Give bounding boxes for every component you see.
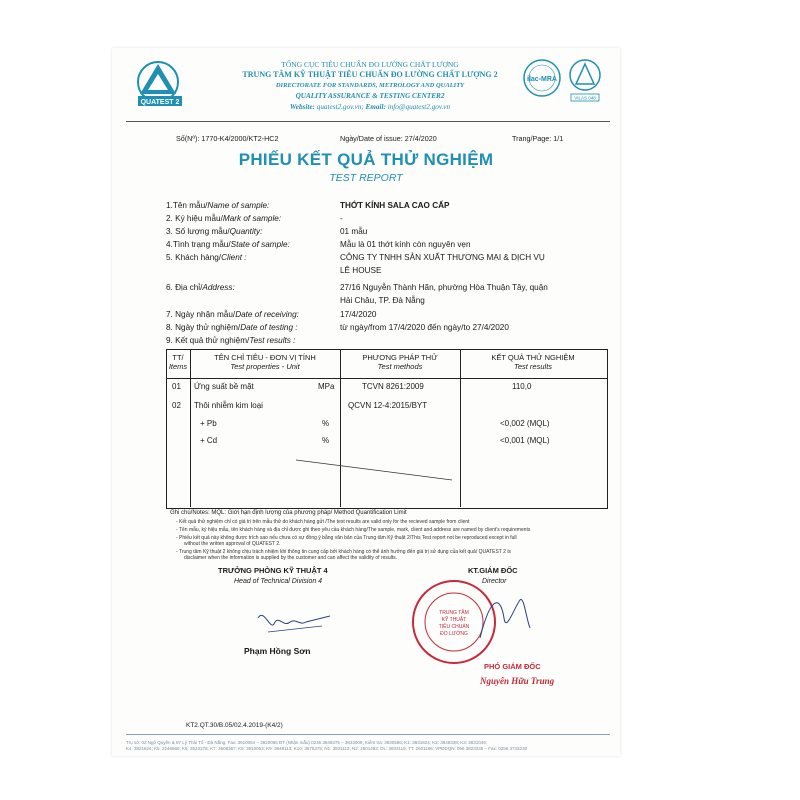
header-center-name: TRUNG TÂM KỸ THUẬT TIÊU CHUẨN ĐO LƯỜNG CHẤT LƯỢNG 2 [242,70,498,79]
left-signature [250,600,340,640]
issue-date: Ngày/Date of issue: 27/4/2020 [340,134,437,143]
row-2-method: QCVN 12-4:2015/BYT [348,401,428,410]
stamp-deputy-name: Nguyễn Hữu Trung [480,676,555,686]
field-address-label: 6. Địa chỉ/Address: [166,283,235,292]
row-3-property: + Pb [200,419,217,428]
field-state-value: Mẫu là 01 thớt kính còn nguyên vẹn [340,240,471,249]
report-title: PHIẾU KẾT QUẢ THỬ NGHIỆM [238,150,494,169]
note-3: - Phiếu kết quả này không được trích sao nếu chưa có sự đồng ý bằng văn bản của Trung tâm Kỹ thuật 2/This Test report not be reproduced except in full [176,535,517,541]
svg-text:ĐO LƯỜNG: ĐO LƯỜNG [440,631,468,637]
row-2-item: 02 [172,401,181,410]
field-client-label: 5. Khách hàng/Client : [166,253,247,262]
field-quantity-label: 3. Số lượng mẫu/Quantity: [166,227,263,236]
right-signer-title: KT.GIÁM ĐỐC [468,566,518,575]
row-1-method: TCVN 8261:2009 [362,382,424,391]
row-4-property: + Cd [200,436,218,445]
notes-header: Ghi chú/Notes: MQL: Giới hạn định lượng của phương pháp/ Method Quantification Limit [170,510,407,516]
field-address-value-2: Hải Châu, TP. Đà Nẵng [340,296,425,305]
field-testing-label: 8. Ngày thử nghiệm/Date of testing : [166,323,298,332]
note-2: - Tên mẫu, ký hiệu mẫu, tên khách hàng và địa chỉ được ghi theo yêu cầu khách hàng/The sample, mark, client and address are named by client's requirements [176,527,531,533]
field-sample-name-label: 1.Tên mẫu/Name of sample: [166,201,270,210]
col-header-result: KẾT QUẢ THỬ NGHIỆM Test results [491,353,575,371]
row-1-item: 01 [172,382,181,391]
field-mark-value: - [340,214,343,223]
field-results-label: 9. Kết quả thử nghiệm/Test results : [166,336,296,345]
field-address-value-1: 27/16 Nguyễn Thành Hãn, phường Hòa Thuận Tây, quận [340,283,548,292]
field-receiving-value: 17/4/2020 [340,310,377,319]
field-quantity-value: 01 mẫu [340,227,368,236]
field-testing-value: từ ngày/from 17/4/2020 đến ngày/to 27/4/2020 [340,323,509,332]
footer-contact: Trụ sở: 02 Ngô Quyền & 97 Lý Thái Tổ - Đà Nẵng. Fax: 3910064 – 3820066 ĐT (Nhận mẫu) 0236 3848375 – 3833009; Kiểm tra: 3830586; K1: 3831824; K2: 3848338; K3: 3831049; K4: 3821624; K5: 2246566; K6: 3523378; K7: 3608367; K8: 3910063; K9: 3848113; K10: 3575375; N1: 3831113; N2: 2601493; DL: 3833119; TT: 2601166; VPĐDQN: 056 3823335 – Fax: 0256 3733230 [126,740,528,751]
left-signer-title-en: Head of Technical Division 4 [234,578,323,585]
left-signer-name: Phạm Hồng Sơn [244,646,311,656]
note-1: - Kết quả thử nghiệm chỉ có giá trị trên mẫu thử do khách hàng gửi /The test results are valid only for the recieved sample from client [176,519,470,525]
right-signature [470,588,540,648]
svg-text:VILAS 048: VILAS 048 [574,95,596,101]
col-header-method: PHƯƠNG PHÁP THỬ Test methods [362,353,438,371]
document-code: KT2.QT.30/B.05/02.4.2019-(K4/2) [186,722,283,729]
field-client-value-1: CÔNG TY TNHH SẢN XUẤT THƯƠNG MẠI & DỊCH VỤ [340,253,545,262]
row-1-property: Ứng suất bề mặt [194,382,254,391]
svg-text:TRUNG TÂM: TRUNG TÂM [439,610,469,616]
svg-text:TIÊU CHUẨN: TIÊU CHUẨN [438,624,470,630]
field-mark-label: 2. Ký hiệu mẫu/Mark of sample: [166,214,282,223]
row-4-unit: % [322,436,330,445]
header-agency: TỔNG CỤC TIÊU CHUẨN ĐO LƯỜNG CHẤT LƯỢNG [281,60,459,69]
left-signer-title: TRƯỞNG PHÒNG KỸ THUẬT 4 [218,566,328,575]
field-client-value-2: LÊ HOUSE [340,266,382,275]
svg-text:ilac-MRA: ilac-MRA [527,76,557,83]
row-2-property: Thôi nhiễm kim loại [194,401,263,410]
header-contact: Website: quatest2.gov.vn; Email: info@quatest2.gov.vn [289,103,451,111]
logo-text: QUATEST 2 [140,99,180,106]
row-1-unit: MPa [318,382,335,391]
row-4-result: <0,001 (MQL) [500,436,550,445]
field-state-label: 4.Tình trạng mẫu/State of sample: [166,240,290,249]
col-header-item: TT/ Items [168,353,188,371]
note-4b: disclaimer when the information is supplied by the customer and can affect the validity of results. [184,555,398,561]
report-number: Số(Nº): 1770-K4/2000/KT2-HC2 [176,134,279,143]
header-center-en: QUALITY ASSURANCE & TESTING CENTER2 [295,92,445,100]
row-3-unit: % [322,419,330,428]
note-3b: without the written approval of QUATEST 2. [184,541,281,547]
svg-text:KỸ THUẬT: KỸ THUẬT [441,617,467,623]
row-1-result: 110,0 [512,382,532,391]
stamp-deputy-title: PHÓ GIÁM ĐỐC [484,662,541,671]
footer-divider [126,734,610,735]
row-3-result: <0,002 (MQL) [500,419,550,428]
col-header-property: TÊN CHỈ TIÊU - ĐƠN VỊ TÍNH Test properties - Unit [214,353,316,371]
right-signer-title-en: Director [482,578,507,585]
field-sample-name-value: THỚT KÍNH SALA CAO CẤP [340,201,450,210]
note-4: - Trung tâm Kỹ thuật 2 không chịu trách nhiệm khi thông tin cung cấp bởi khách hàng có thể ảnh hưởng đến giá trị sử dụng của kết quả/ QUATEST 2 is [176,549,511,555]
report-title-en: TEST REPORT [329,172,403,184]
field-receiving-label: 7. Ngày nhận mẫu/Date of receiving: [166,310,299,319]
page-number: Trang/Page: 1/1 [512,134,564,143]
header-directorate: DIRECTORATE FOR STANDARDS, METROLOGY AND QUALITY [275,82,465,89]
